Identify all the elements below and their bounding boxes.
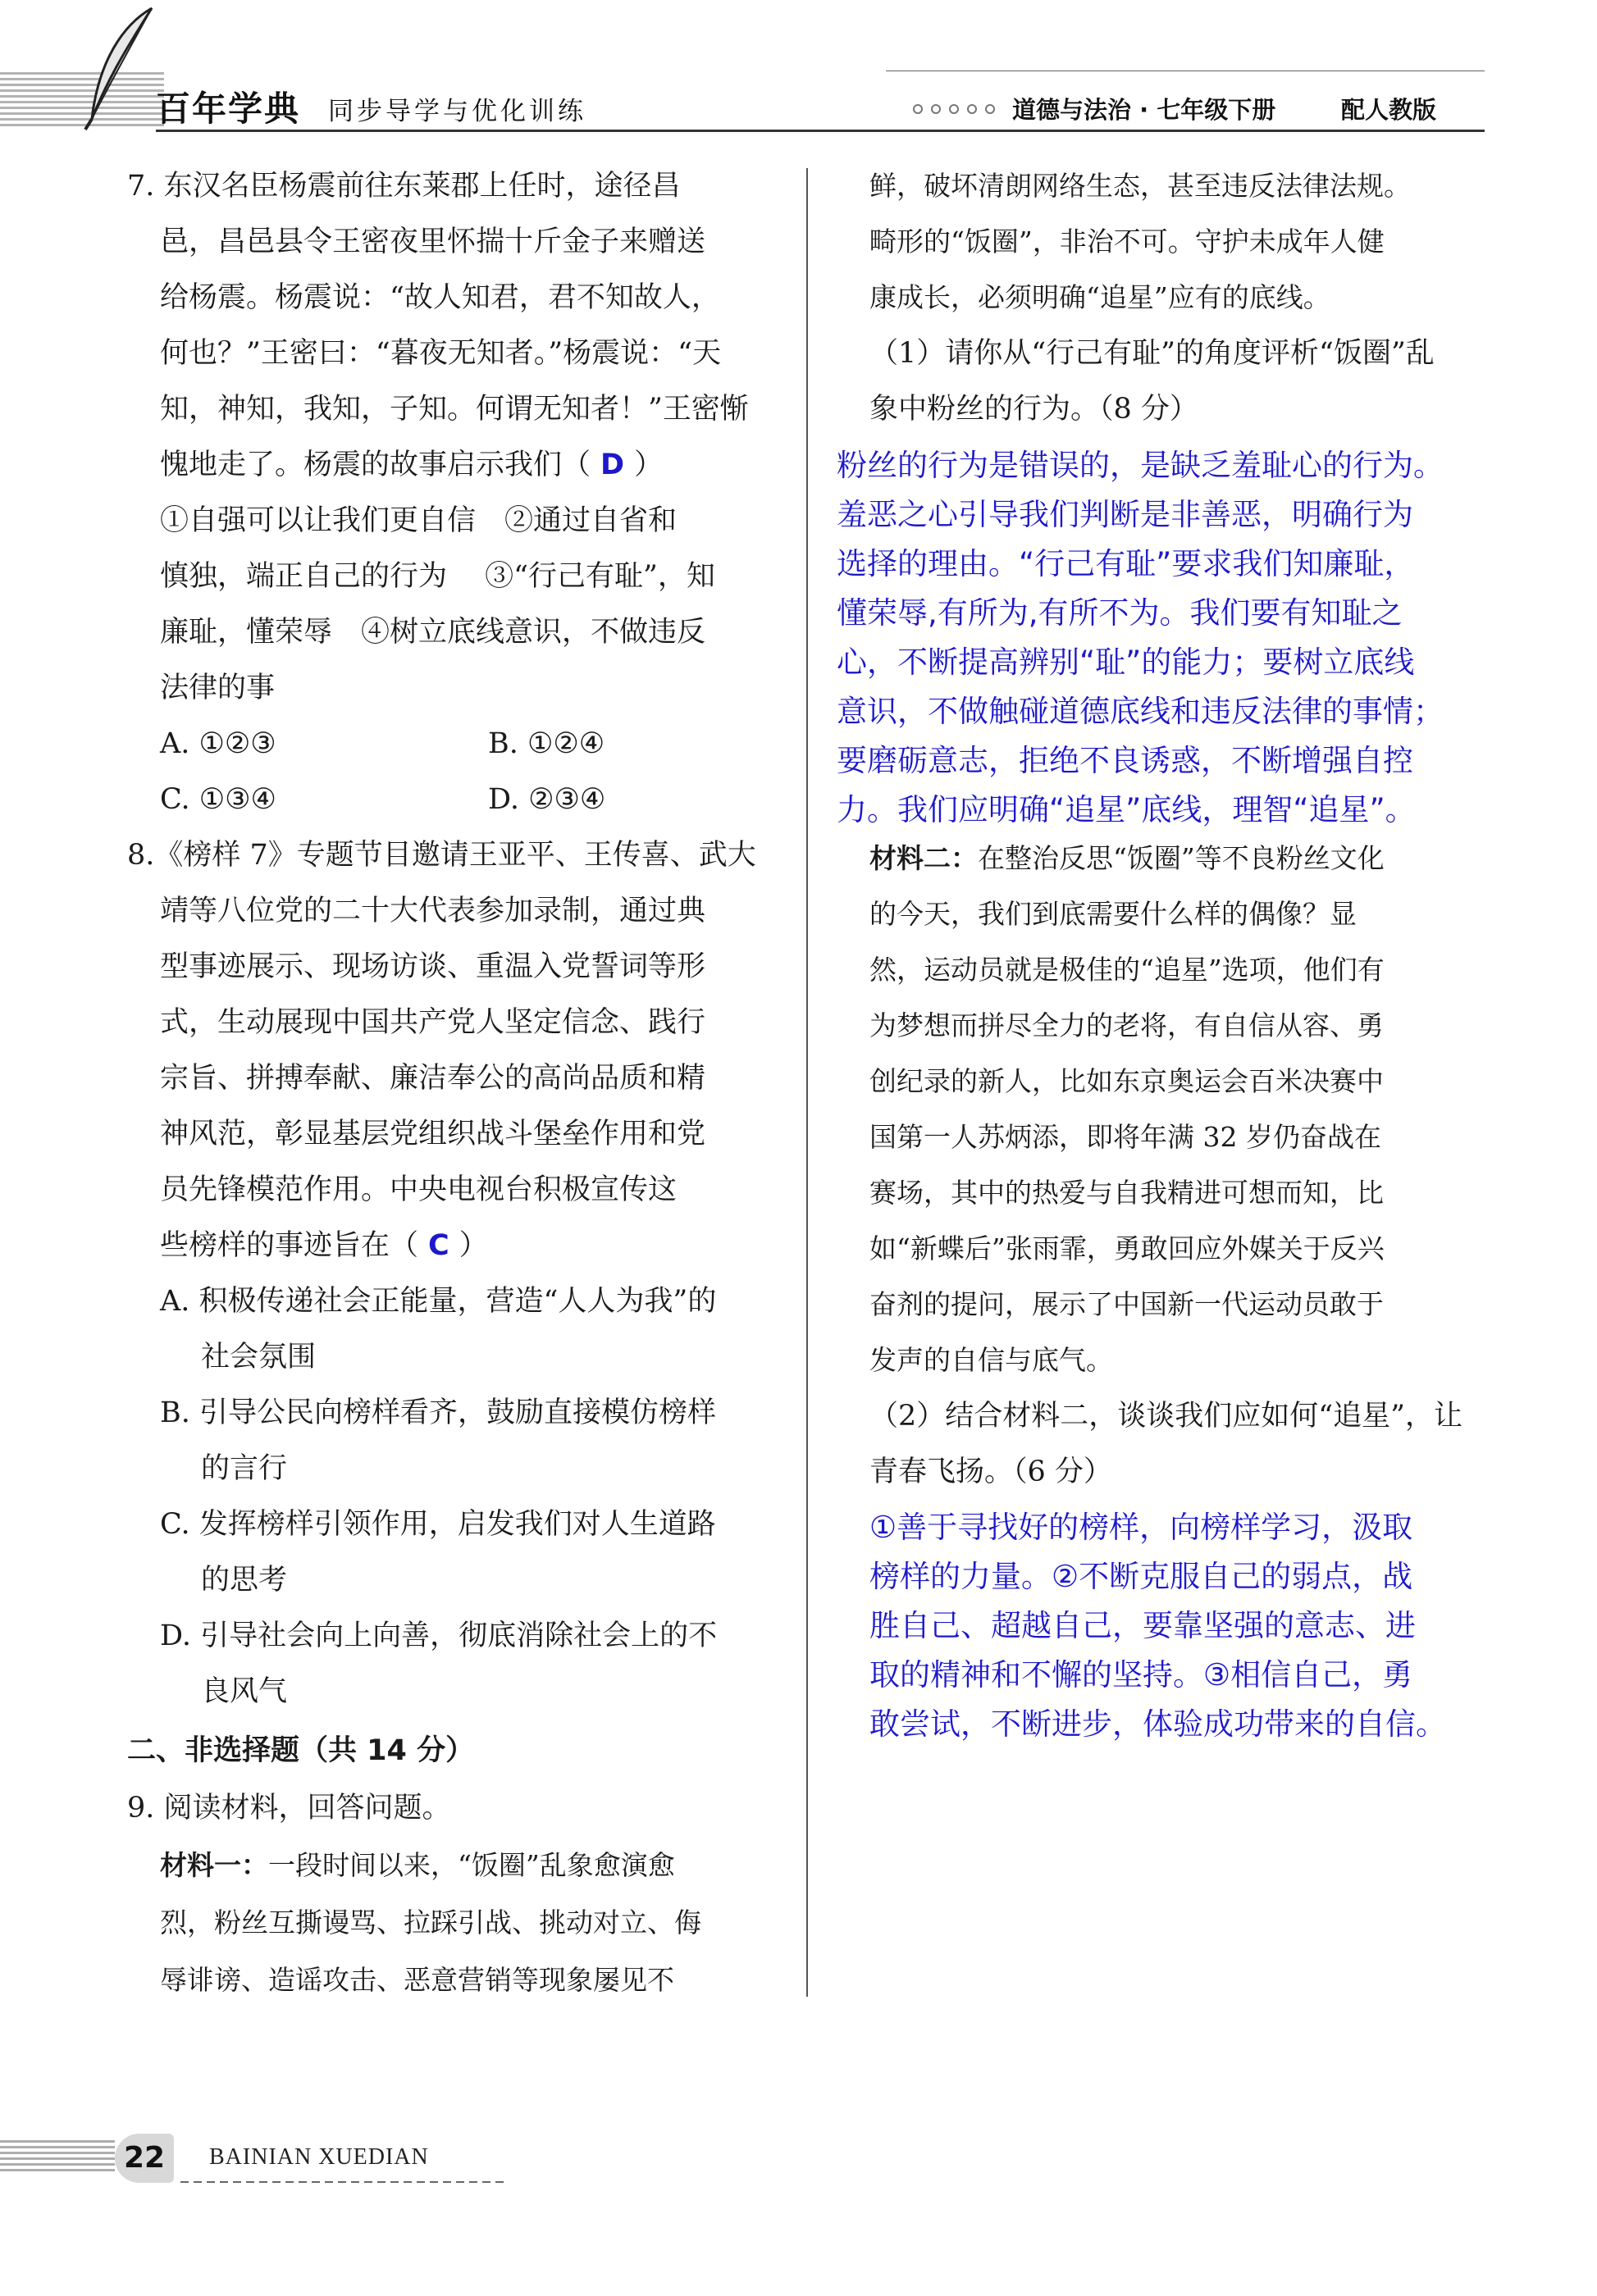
answer2-line: ①善于寻找好的榜样，向榜样学习，汲取 — [869, 1510, 1413, 1545]
material2-line: 的今天，我们到底需要什么样的偶像？显 — [869, 898, 1357, 930]
q8-option-c: C. 发挥榜样引领作用，启发我们对人生道路 — [160, 1508, 716, 1541]
q8-option-d: D. 引导社会向上向善，彻底消除社会上的不 — [160, 1620, 718, 1652]
q7-option-a: A. ①②③ — [160, 727, 276, 760]
book-subtitle: 同步导学与优化训练 — [328, 97, 586, 126]
material2-line — [869, 840, 1385, 877]
q9-instruction: 9. 阅读材料，回答问题。 — [127, 1792, 451, 1824]
answer2-line: 榜样的力量。②不断克服自己的弱点，战 — [869, 1559, 1413, 1594]
answer1-line: 粉丝的行为是错误的，是缺乏羞耻心的行为。 — [837, 448, 1444, 483]
q8-line: 宗旨、拼搏奉献、廉洁奉公的高尚品质和精 — [160, 1062, 706, 1095]
book-title: 百年学典 — [156, 89, 301, 129]
material2-line: 为梦想而拼尽全力的老将，有自信从容、勇 — [869, 1009, 1384, 1041]
q8-option-b: B. 引导公民向榜样看齐，鼓励直接模仿榜样 — [160, 1396, 716, 1429]
page-number: 22 — [115, 2134, 174, 2183]
q8-line: 式，生动展现中国共产党人坚定信念、践行 — [160, 1006, 706, 1039]
q9-1-line: （1）请你从“行己有耻”的角度评析“饭圈”乱 — [869, 337, 1435, 370]
material1-text: 一段时间以来，“饭圈”乱象愈演愈 — [268, 1849, 675, 1881]
q8-line: 靖等八位党的二十大代表参加录制，通过典 — [160, 895, 706, 927]
q7-option-b: B. ①②④ — [488, 727, 605, 760]
q7-line: 7. 东汉名臣杨震前往东莱郡上任时，途径昌 — [127, 170, 681, 203]
q7-line: 何也？”王密曰：“暮夜无知者。”杨震说：“天 — [160, 337, 722, 370]
q7-answer: D — [600, 449, 625, 481]
footer-stripes-decoration — [0, 2140, 115, 2173]
q8-line: 神风范，彰显基层党组织战斗堡垒作用和党 — [160, 1118, 706, 1150]
q7-item: 慎独，端正自己的行为 ③“行己有耻”，知 — [160, 560, 715, 593]
q7-item: 法律的事 — [160, 672, 276, 704]
material1-cont-line: 康成长，必须明确“追星”应有的底线。 — [869, 281, 1330, 313]
subject-label: 道德与法治 · 七年级下册 — [1012, 96, 1276, 124]
material2-line: 如“新蝶后”张雨霏，勇敢回应外媒关于反兴 — [869, 1232, 1385, 1264]
answer1-line: 力。我们应明确“追星”底线，理智“追星”。 — [837, 792, 1416, 827]
answer1-line: 羞恶之心引导我们判断是非善恶，明确行为 — [837, 497, 1413, 532]
answer2-line: 敢尝试，不断进步，体验成功带来的自信。 — [869, 1706, 1446, 1742]
q8-option-b-cont: 的言行 — [201, 1452, 288, 1485]
material2-label: 材料二： — [869, 842, 978, 874]
series-name: BAINIAN XUEDIAN — [209, 2144, 429, 2170]
q7-close-paren: ） — [634, 449, 664, 481]
q9-1-line: 象中粉丝的行为。（8 分） — [869, 393, 1198, 426]
edition-label: 配人教版 — [1341, 96, 1437, 124]
answer2-line: 胜自己、超越自己，要靠坚强的意志、进 — [869, 1608, 1416, 1643]
column-divider — [806, 168, 808, 1997]
material1-line — [160, 1847, 675, 1884]
page-footer — [0, 2107, 574, 2198]
q8-stem-text: 些榜样的事迹旨在（ — [160, 1229, 419, 1262]
q8-stem-end — [160, 1228, 488, 1264]
q8-option-a: A. 积极传递社会正能量，营造“人人为我”的 — [160, 1285, 717, 1318]
material2-line: 赛场，其中的热爱与自我精进可想而知，比 — [869, 1177, 1384, 1209]
material2-line: 然，运动员就是极佳的“追星”选项，他们有 — [869, 954, 1385, 986]
q7-item: ①自强可以让我们更自信 ②通过自省和 — [160, 504, 678, 537]
material1-cont-line: 畸形的“饭圈”，非治不可。守护未成年人健 — [869, 226, 1385, 257]
quill-feather-icon — [74, 4, 164, 131]
q7-line: 给杨震。杨震说：“故人知君，君不知故人， — [160, 281, 720, 314]
q7-stem-text: 愧地走了。杨震的故事启示我们（ — [160, 449, 591, 481]
answer1-line: 懂荣辱,有所为,有所不为。我们要有知耻之 — [837, 595, 1403, 631]
q9-2-line: 青春飞扬。（6 分） — [869, 1456, 1112, 1488]
q8-option-a-cont: 社会氛围 — [201, 1341, 317, 1374]
q7-line: 邑，昌邑县令王密夜里怀揣十斤金子来赠送 — [160, 226, 706, 258]
material1-line: 烈，粉丝互撕谩骂、拉踩引战、挑动对立、侮 — [160, 1906, 701, 1938]
q7-option-d: D. ②③④ — [488, 783, 606, 816]
q8-line: 员先锋模范作用。中央电视台积极宣传这 — [160, 1173, 678, 1206]
answer1-line: 选择的理由。“行己有耻”要求我们知廉耻， — [837, 546, 1415, 581]
answer2-line: 取的精神和不懈的坚持。③相信自己，勇 — [869, 1657, 1413, 1692]
q8-answer: C — [428, 1229, 449, 1262]
q8-option-d-cont: 良风气 — [201, 1675, 288, 1708]
q7-stem-end — [160, 447, 663, 483]
q9-2-line: （2）结合材料二，谈谈我们应如何“追星”，让 — [869, 1400, 1463, 1433]
dots-ornament-icon — [912, 103, 1002, 115]
q8-close-paren: ） — [459, 1229, 488, 1262]
q7-line: 知，神知，我知，子知。何谓无知者！”王密惭 — [160, 393, 749, 426]
footer-dashed-rule — [180, 2181, 509, 2183]
answer1-line: 要磨砺意志，拒绝不良诱惑，不断增强自控 — [837, 743, 1413, 778]
material1-line: 辱诽谤、造谣攻击、恶意营销等现象屡见不 — [160, 1964, 674, 1996]
answer1-line: 心，不断提高辨别“耻”的能力；要树立底线 — [837, 645, 1415, 680]
material2-line: 创纪录的新人，比如东京奥运会百米决赛中 — [869, 1065, 1384, 1097]
answer1-line: 意识，不做触碰道德底线和违反法律的事情； — [837, 694, 1444, 729]
material2-line: 奋剂的提问，展示了中国新一代运动员敢于 — [869, 1288, 1384, 1320]
material1-cont-line: 鲜，破坏清朗网络生态，甚至违反法律法规。 — [869, 170, 1411, 202]
page-header — [0, 0, 1597, 144]
material1-label: 材料一： — [160, 1849, 268, 1881]
q7-item: 廉耻，懂荣辱 ④树立底线意识，不做违反 — [160, 616, 706, 649]
q7-option-c: C. ①③④ — [160, 783, 276, 816]
material2-line: 国第一人苏炳添，即将年满 32 岁仍奋战在 — [869, 1121, 1381, 1153]
header-rule — [156, 130, 1485, 132]
material2-text: 在整治反思“饭圈”等不良粉丝文化 — [978, 842, 1385, 874]
section-heading: 二、非选择题（共 14 分） — [127, 1734, 475, 1767]
q8-option-c-cont: 的思考 — [201, 1564, 288, 1597]
q8-line: 8.《榜样 7》专题节目邀请王亚平、王传喜、武大 — [127, 839, 756, 872]
q8-line: 型事迹展示、现场访谈、重温入党誓词等形 — [160, 950, 706, 983]
material2-line: 发声的自信与底气。 — [869, 1344, 1113, 1376]
